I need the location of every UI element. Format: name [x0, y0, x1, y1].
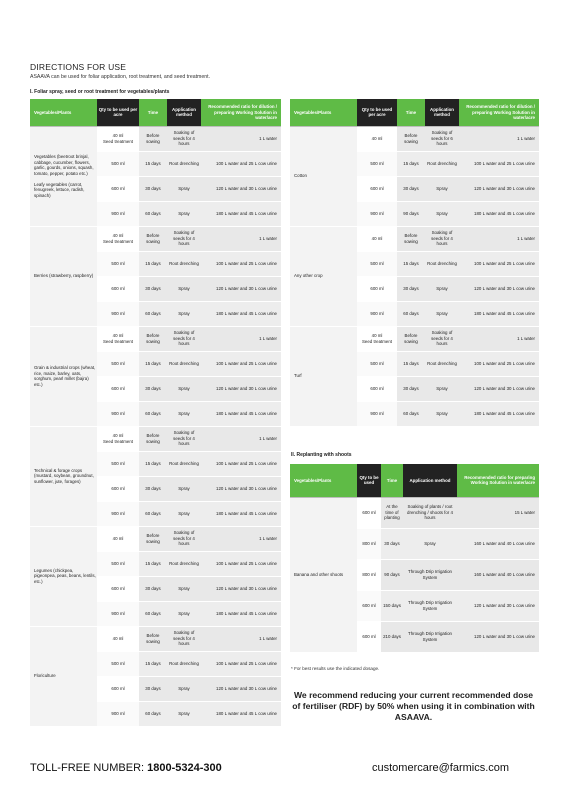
qty-cell: 40 ml Seed treatment — [357, 326, 397, 351]
ratio-cell: 180 L water and 45 L cow urine — [201, 201, 281, 226]
time-cell: 30 days — [139, 576, 167, 601]
ratio-cell: 120 L water and 30 L cow urine — [459, 276, 539, 301]
method-cell: Spray — [167, 601, 201, 626]
time-cell: 15 days — [139, 251, 167, 276]
ratio-cell: 160 L water and 40 L cow urine — [457, 559, 539, 590]
time-cell: Before sowing — [139, 526, 167, 551]
plant-name: Floriculture — [30, 626, 97, 726]
method-cell: Spray — [167, 701, 201, 726]
method-cell: Soaking of seeds for 4 hours — [425, 226, 459, 251]
ratio-cell: 180 L water and 45 L cow urine — [201, 301, 281, 326]
qty-cell: 900 ml — [97, 601, 139, 626]
ratio-cell: 1 L water — [459, 326, 539, 351]
col-header-ratio: Recommended ratio for dilution / preparing Working Solution in water/acre — [201, 99, 281, 126]
ratio-cell: 120 L water and 30 L cow urine — [457, 621, 539, 652]
method-cell: Soaking of seeds for 4 hours — [167, 226, 201, 251]
ratio-cell: 1 L water — [201, 126, 281, 151]
col-header-qty: Qty to be used — [357, 464, 381, 497]
col-header-qty: Qty to be used per acre — [97, 99, 139, 126]
method-cell: Spray — [167, 676, 201, 701]
time-cell: 15 days — [397, 251, 425, 276]
method-cell: Spray — [425, 201, 459, 226]
ratio-cell: 180 L water and 45 L cow urine — [459, 301, 539, 326]
ratio-cell: 120 L water and 30 L cow urine — [201, 576, 281, 601]
qty-cell: 900 ml — [97, 501, 139, 526]
method-cell: Spray — [425, 376, 459, 401]
qty-cell: 40 ml — [97, 626, 139, 651]
qty-cell: 500 ml — [97, 351, 139, 376]
plant-name: Turf — [290, 326, 357, 426]
qty-cell: 900 ml — [97, 301, 139, 326]
col-header-time: Time — [381, 464, 403, 497]
method-cell: Spray — [167, 401, 201, 426]
ratio-cell: 120 L water and 30 L cow urine — [201, 376, 281, 401]
table-row — [30, 226, 281, 251]
time-cell: 60 days — [139, 501, 167, 526]
ratio-cell: 100 L water and 25 L cow urine — [201, 351, 281, 376]
tollfree-label: TOLL-FREE NUMBER: — [30, 762, 145, 774]
qty-cell: 600 ml — [357, 276, 397, 301]
time-cell: Before sowing — [397, 226, 425, 251]
qty-cell: 500 ml — [357, 251, 397, 276]
plant-name: Any other crop — [290, 226, 357, 326]
method-cell: Root drenching — [167, 151, 201, 176]
qty-cell: 600 ml — [357, 376, 397, 401]
table-row — [30, 326, 281, 351]
col-header-method: Application method — [167, 99, 201, 126]
qty-cell: 40 ml Seed treatment — [97, 226, 139, 251]
time-cell: 30 days — [139, 676, 167, 701]
fertiliser-recommendation: We recommend reducing your current recommended dose of fertiliser (RDF) by 50% when using it in combination with ASAAVA. — [292, 690, 535, 723]
ratio-cell: 120 L water and 30 L cow urine — [201, 176, 281, 201]
section2-title: II. Replanting with shoots — [291, 452, 352, 458]
ratio-cell: 1 L water — [201, 326, 281, 351]
qty-cell: 600 ml — [357, 621, 381, 652]
time-cell: 60 days — [139, 201, 167, 226]
qty-cell: 800 ml — [357, 528, 381, 559]
qty-cell: 40 ml — [357, 226, 397, 251]
qty-cell: 40 ml — [357, 126, 397, 151]
method-cell: Spray — [425, 401, 459, 426]
qty-cell: 40 ml Seed treatment — [97, 326, 139, 351]
time-cell: Before sowing — [139, 626, 167, 651]
plant-name: Technical & forage crops (mustard, soybean, groundnut, sunflower, jute, forages) — [30, 426, 97, 526]
time-cell: 15 days — [139, 351, 167, 376]
plant-name: Grain & industrial crops (wheat, rice, maize, barley, oats, sorghum, pearl millet (bajra) etc.) — [30, 326, 97, 426]
qty-cell: 900 ml — [97, 701, 139, 726]
time-cell: 90 days — [397, 201, 425, 226]
time-cell: 30 days — [139, 376, 167, 401]
ratio-cell: 1 L water — [459, 126, 539, 151]
qty-cell: 40 ml Seed treatment — [97, 426, 139, 451]
time-cell: Before sowing — [397, 126, 425, 151]
time-cell: 30 days — [397, 176, 425, 201]
replanting-table — [290, 464, 539, 653]
time-cell: Before sowing — [397, 326, 425, 351]
ratio-cell: 180 L water and 45 L cow urine — [201, 701, 281, 726]
page-title: DIRECTIONS FOR USE — [30, 62, 127, 72]
method-cell: Spray — [167, 176, 201, 201]
method-cell: Soaking of seeds for 4 hours — [167, 426, 201, 451]
section1-title: I. Foliar spray, seed or root treatment for vegetables/plants — [30, 89, 170, 95]
col-header-qty: Qty to be used per acre — [357, 99, 397, 126]
time-cell: 30 days — [381, 528, 403, 559]
ratio-cell: 100 L water and 25 L cow urine — [459, 351, 539, 376]
ratio-cell: 1 L water — [201, 426, 281, 451]
table-row — [30, 526, 281, 551]
directions-header — [30, 62, 210, 80]
qty-cell: 40 ml — [97, 526, 139, 551]
qty-cell: 500 ml — [97, 451, 139, 476]
method-cell: Spray — [403, 528, 457, 559]
method-cell: Soaking of seeds for 6 hours — [425, 126, 459, 151]
ratio-cell: 1 L water — [459, 226, 539, 251]
method-cell: Root drenching — [167, 351, 201, 376]
ratio-cell: 100 L water and 25 L cow urine — [201, 651, 281, 676]
col-header-ratio: Recommended ratio for dilution / preparing Working Solution in water/acre — [459, 99, 539, 126]
time-cell: 15 days — [139, 551, 167, 576]
table-row — [290, 326, 539, 351]
method-cell: Root drenching — [425, 151, 459, 176]
qty-cell: 500 ml — [357, 351, 397, 376]
method-cell: Soaking of seeds for 4 hours — [167, 626, 201, 651]
qty-cell: 900 ml — [357, 201, 397, 226]
ratio-cell: 100 L water and 25 L cow urine — [201, 251, 281, 276]
qty-cell: 600 ml — [97, 676, 139, 701]
time-cell: At the time of planting — [381, 497, 403, 528]
time-cell: 60 days — [139, 701, 167, 726]
col-header-ratio: Recommended ratio for preparing Working Solution in water/acre — [457, 464, 539, 497]
time-cell: 30 days — [139, 176, 167, 201]
ratio-cell: 120 L water and 30 L cow urine — [459, 176, 539, 201]
time-cell: 60 days — [139, 301, 167, 326]
ratio-cell: 100 L water and 25 L cow urine — [201, 451, 281, 476]
time-cell: 30 days — [139, 276, 167, 301]
qty-cell: 500 ml — [97, 651, 139, 676]
time-cell: 30 days — [397, 276, 425, 301]
col-header-method: Application method — [403, 464, 457, 497]
plant-name: Berries (strawberry, raspberry) — [30, 226, 97, 326]
ratio-cell: 100 L water and 25 L cow urine — [201, 551, 281, 576]
tollfree-number[interactable]: 1800-5324-300 — [147, 762, 222, 774]
ratio-cell: 120 L water and 30 L cow urine — [201, 276, 281, 301]
ratio-cell: 180 L water and 45 L cow urine — [459, 201, 539, 226]
ratio-cell: 120 L water and 30 L cow urine — [201, 476, 281, 501]
col-header-plants: Vegetables/Plants — [30, 99, 97, 126]
ratio-cell: 1 L water — [201, 226, 281, 251]
ratio-cell: 1 L water — [201, 526, 281, 551]
qty-cell: 500 ml — [357, 151, 397, 176]
time-cell: 15 days — [139, 151, 167, 176]
qty-cell: 600 ml — [97, 576, 139, 601]
method-cell: Root drenching — [167, 651, 201, 676]
ratio-cell: 1 L water — [201, 626, 281, 651]
qty-cell: 500 ml — [97, 151, 139, 176]
method-cell: Root drenching — [167, 551, 201, 576]
table-row — [290, 126, 539, 151]
col-header-method: Application method — [425, 99, 459, 126]
method-cell: Through Drip Irrigation System — [403, 590, 457, 621]
time-cell: 60 days — [139, 601, 167, 626]
time-cell: 150 days — [381, 590, 403, 621]
method-cell: Spray — [167, 201, 201, 226]
time-cell: Before sowing — [139, 126, 167, 151]
plant-name: Legumes (chickpea, pigeonpea, peas, beans, lentils, etc.) — [30, 526, 97, 626]
table-row — [30, 126, 281, 151]
dosage-note: * For best results use the indicated dosage. — [291, 666, 380, 671]
ratio-cell: 100 L water and 25 L cow urine — [459, 151, 539, 176]
ratio-cell: 100 L water and 25 L cow urine — [459, 251, 539, 276]
qty-cell: 600 ml — [97, 176, 139, 201]
col-header-plants: Vegetables/Plants — [290, 99, 357, 126]
ratio-cell: 180 L water and 45 L cow urine — [201, 601, 281, 626]
plant-name: Vegetables (beetroot brinjal, cabbage, cucumber, flowers, garlic, gourds, onions, squash, tomato, pepper, potato etc.) Leafy vegetables (carrot, fenugreek, lettuce, radish, spinach) — [30, 126, 97, 226]
time-cell: 60 days — [397, 401, 425, 426]
page-subtitle: ASAAVA can be used for foliar application, root treatment, and seed treatment. — [30, 74, 211, 80]
method-cell: Root drenching — [425, 351, 459, 376]
qty-cell: 600 ml — [357, 590, 381, 621]
col-header-time: Time — [139, 99, 167, 126]
method-cell: Through Drip Irrigation System — [403, 621, 457, 652]
table-row — [290, 497, 539, 528]
method-cell: Root drenching — [167, 251, 201, 276]
time-cell: 15 days — [397, 151, 425, 176]
method-cell: Root drenching — [167, 451, 201, 476]
method-cell: Spray — [425, 301, 459, 326]
ratio-cell: 120 L water and 30 L cow urine — [201, 676, 281, 701]
qty-cell: 600 ml — [97, 376, 139, 401]
col-header-plants: Vegetables/Plants — [290, 464, 357, 497]
qty-cell: 600 ml — [357, 176, 397, 201]
method-cell: Through Drip Irrigation System — [403, 559, 457, 590]
ratio-cell: 15 L water — [457, 497, 539, 528]
qty-cell: 900 ml — [97, 401, 139, 426]
method-cell: Spray — [167, 576, 201, 601]
time-cell: 210 days — [381, 621, 403, 652]
qty-cell: 900 ml — [357, 401, 397, 426]
method-cell: Soaking of seeds for 4 hours — [425, 326, 459, 351]
qty-cell: 500 ml — [97, 551, 139, 576]
time-cell: 15 days — [397, 351, 425, 376]
time-cell: 60 days — [397, 301, 425, 326]
method-cell: Spray — [167, 501, 201, 526]
qty-cell: 600 ml — [97, 276, 139, 301]
method-cell: Spray — [167, 301, 201, 326]
time-cell: 15 days — [139, 651, 167, 676]
method-cell: Spray — [167, 276, 201, 301]
qty-cell: 500 ml — [97, 251, 139, 276]
foliar-table-right — [290, 99, 539, 427]
plant-name: Banana and other shoots — [290, 497, 357, 652]
ratio-cell: 180 L water and 45 L cow urine — [201, 501, 281, 526]
ratio-cell: 120 L water and 30 L cow urine — [457, 590, 539, 621]
time-cell: 60 days — [139, 401, 167, 426]
time-cell: 90 days — [381, 559, 403, 590]
qty-cell: 900 ml — [357, 301, 397, 326]
tollfree-line — [30, 762, 222, 774]
qty-cell: 600 ml — [357, 497, 381, 528]
ratio-cell: 180 L water and 45 L cow urine — [459, 401, 539, 426]
method-cell: Soaking of seeds for 4 hours — [167, 326, 201, 351]
qty-cell: 600 ml — [97, 476, 139, 501]
method-cell: Spray — [167, 376, 201, 401]
qty-cell: 900 ml — [97, 201, 139, 226]
table-row — [30, 626, 281, 651]
support-email[interactable]: customercare@farmics.com — [372, 762, 510, 774]
table-row — [290, 226, 539, 251]
time-cell: 30 days — [397, 376, 425, 401]
ratio-cell: 120 L water and 30 L cow urine — [459, 376, 539, 401]
method-cell: Spray — [425, 276, 459, 301]
method-cell: Spray — [425, 176, 459, 201]
method-cell: Spray — [167, 476, 201, 501]
method-cell: Soaking of seeds for 4 hours — [167, 526, 201, 551]
method-cell: Soaking of plants / root drenching / shoots for 4 hours — [403, 497, 457, 528]
qty-cell: 40 ml Seed treatment — [97, 126, 139, 151]
table-row — [30, 426, 281, 451]
plant-name: Cotton — [290, 126, 357, 226]
col-header-time: Time — [397, 99, 425, 126]
time-cell: Before sowing — [139, 426, 167, 451]
qty-cell: 800 ml — [357, 559, 381, 590]
time-cell: 30 days — [139, 476, 167, 501]
ratio-cell: 160 L water and 40 L cow urine — [457, 528, 539, 559]
time-cell: Before sowing — [139, 226, 167, 251]
method-cell: Soaking of seeds for 4 hours — [167, 126, 201, 151]
foliar-table-left — [30, 99, 281, 727]
time-cell: 15 days — [139, 451, 167, 476]
ratio-cell: 180 L water and 45 L cow urine — [201, 401, 281, 426]
method-cell: Root drenching — [425, 251, 459, 276]
time-cell: Before sowing — [139, 326, 167, 351]
ratio-cell: 100 L water and 25 L cow urine — [201, 151, 281, 176]
